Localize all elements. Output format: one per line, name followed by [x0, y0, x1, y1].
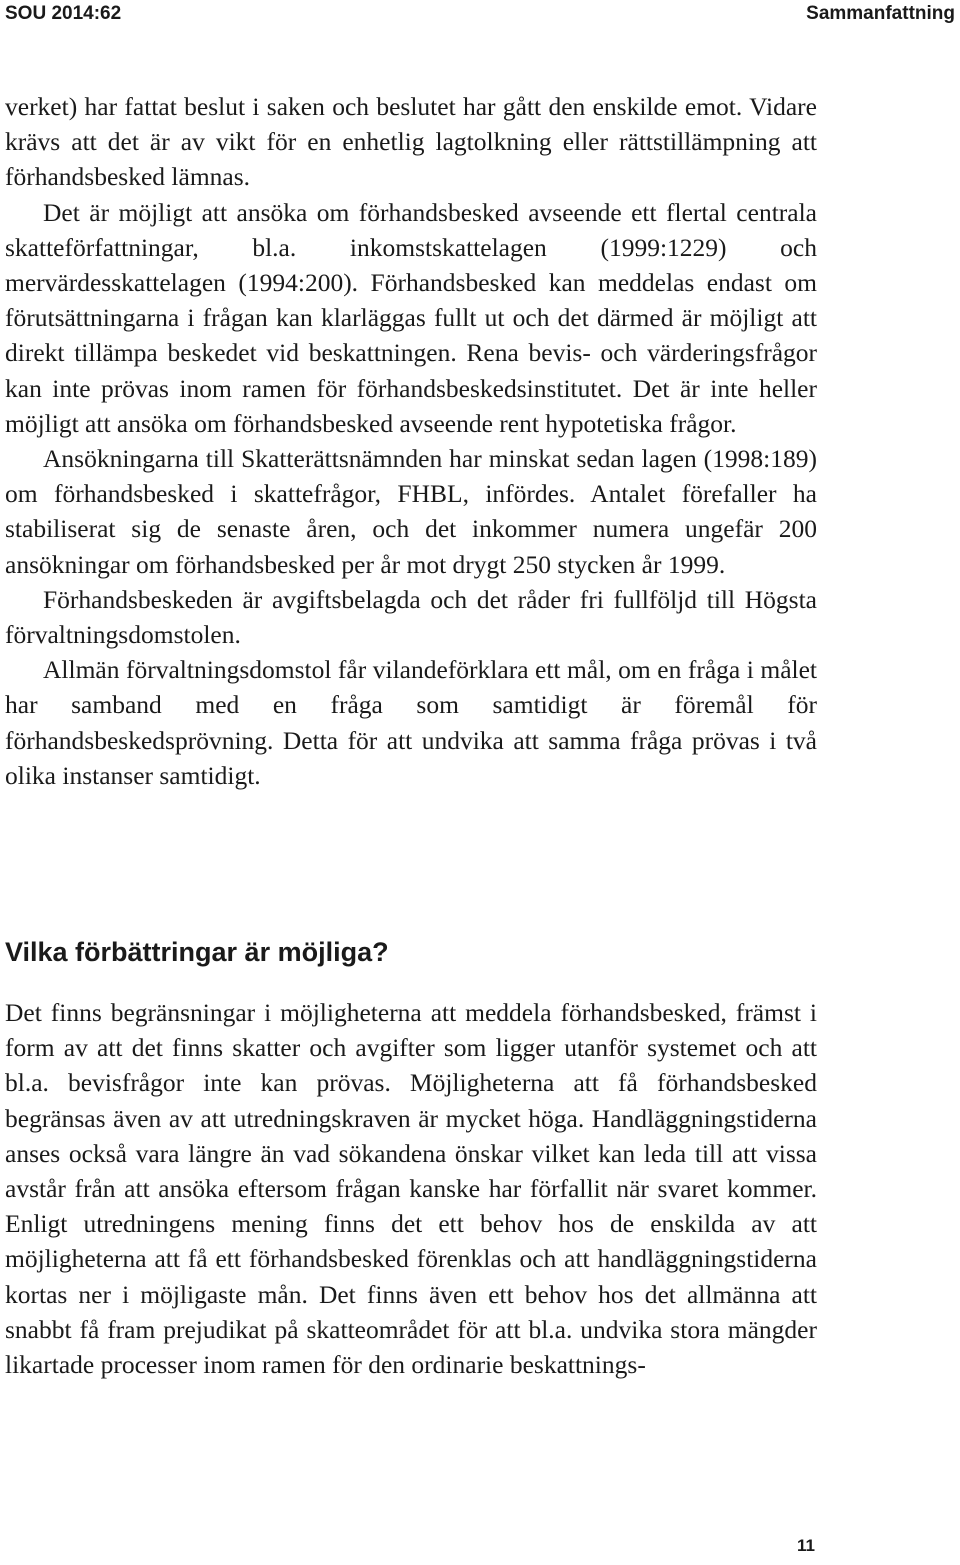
body-text-block	[5, 995, 817, 1382]
paragraph: Allmän förvaltningsdomstol får vilandeförklara ett mål, om en fråga i målet har samband med en fråga som samtidigt är föremål för förhandsbeskedsprövning. Detta för att undvika att samma fråga prövas i två olika instanser samtidigt.	[5, 655, 817, 790]
body-text-block	[5, 89, 817, 793]
page-header	[0, 0, 960, 30]
paragraph: Ansökningarna till Skatterättsnämnden har minskat sedan lagen (1998:189) om förhandsbesked i skattefrågor, FHBL, infördes. Antalet förefaller ha stabiliserat sig de senaste åren, och det inkommer numera ungefär 200 ansökningar om förhandsbesked per år mot drygt 250 stycken år 1999.	[5, 444, 817, 579]
page-number: 11	[797, 1536, 815, 1555]
paragraph: verket) har fattat beslut i saken och beslutet har gått den enskilde emot. Vidare krävs att det är av vikt för en enhetlig lagtolkning eller rättstillämpning att förhandsbesked lämnas.	[5, 92, 817, 192]
section-heading: Vilka förbättringar är möjliga?	[5, 937, 389, 967]
paragraph: Det är möjligt att ansöka om förhandsbesked avseende ett flertal centrala skatteförfattningar, bl.a. inkomstskattelagen (1999:1229) och mervärdesskattelagen (1994:200). Förhandsbesked kan meddelas endast om förutsättningarna i frågan kan klarläggas fullt ut och det därmed är möjligt att direkt tillämpa beskedet vid beskattningen. Rena bevis- och värderingsfrågor kan inte prövas inom ramen för förhandsbeskedsinstitutet. Det är inte heller möjligt att ansöka om förhandsbesked avseende rent hypotetiska frågor.	[5, 197, 817, 438]
running-section-title: Sammanfattning	[806, 3, 955, 24]
paragraph: Det finns begränsningar i möjligheterna att meddela förhandsbesked, främst i form av att det finns skatter och avgifter som ligger utanför systemet och att bl.a. bevisfrågor inte kan prövas. Möjligheterna att få förhandsbesked begränsas även av att utredningskraven är mycket höga. Handläggningstiderna anses också vara längre än vad sökandena önskar vilket kan leda till att vissa avstår från att ansöka eftersom frågan kanske har förfallit när svaret kommer. Enligt utredningens mening finns det ett behov hos de enskilda av att möjligheterna att få ett förhandsbesked förenklas och att handläggningstiderna kortas ner i möjligaste mån. Det finns även ett behov hos det allmänna att snabbt få fram prejudikat på skatteområdet för att bl.a. undvika stora mängder likartade processer inom ramen för den ordinarie beskattnings-	[5, 998, 817, 1380]
document-id: SOU 2014:62	[5, 3, 122, 24]
paragraph: Förhandsbeskeden är avgiftsbelagda och det råder fri fullföljd till Högsta förvaltningsdomstolen.	[5, 584, 817, 650]
